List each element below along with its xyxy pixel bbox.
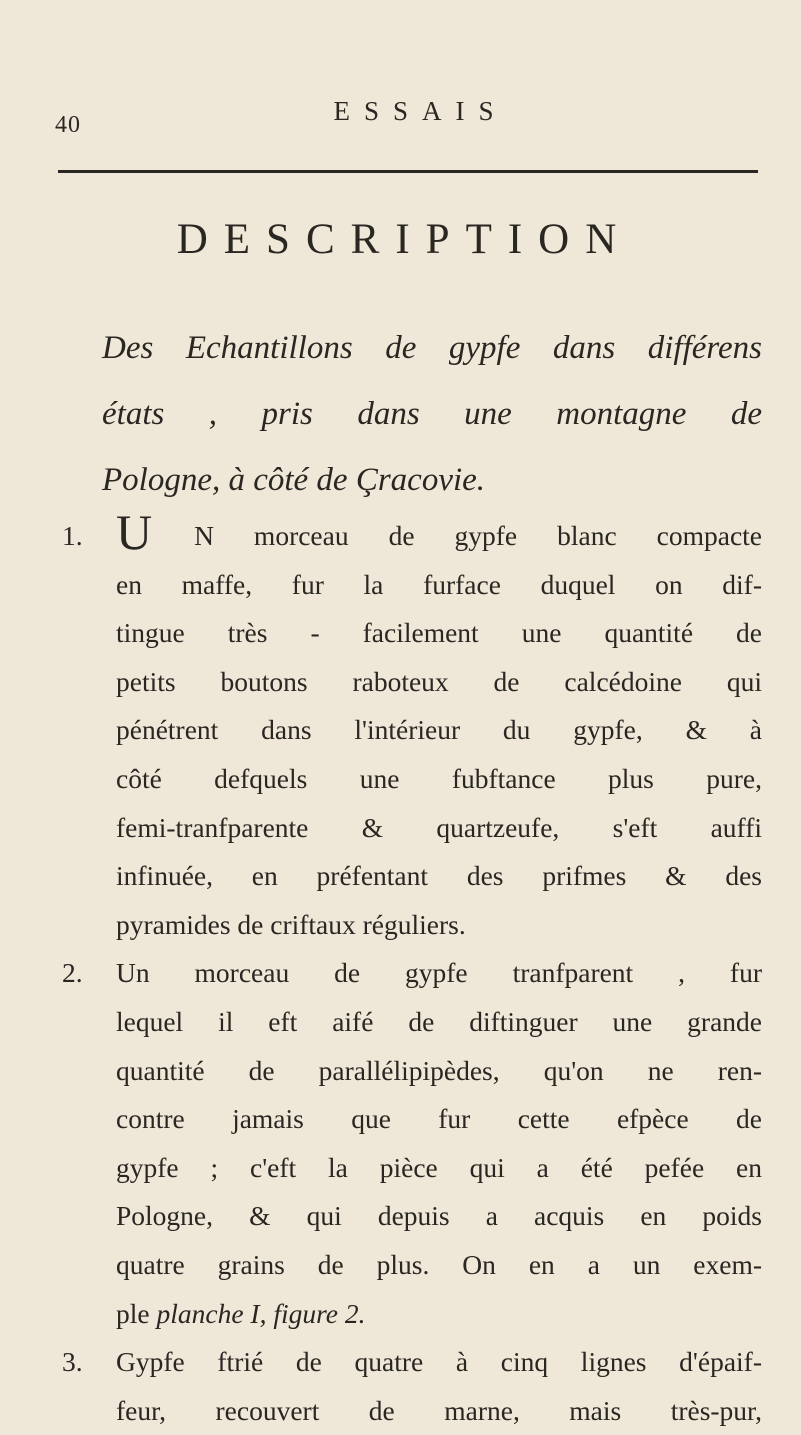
item-number: 3. [62,1346,83,1378]
paragraph-line: petits boutons raboteux de calcédoine qui [116,665,762,697]
paragraph-line: pénétrent dans l'intérieur du gypfe, & à [116,714,762,746]
item-number: 2. [62,957,83,989]
paragraph-line: en maffe, fur la furface duquel on dif- [116,568,762,600]
page-number: 40 [55,112,81,138]
drop-cap: U [116,504,153,560]
paragraph-line: infinuée, en préfentant des prifmes & des [116,860,762,892]
paragraph-line: quatre grains de plus. On en a un exem- [116,1248,762,1280]
paragraph-line: côté defquels une fubftance plus pure, [116,762,762,794]
subtitle-line: Des Echantillons de gypfe dans différens [102,330,762,366]
paragraph-line: gypfe ; c'eft la pièce qui a été pefée en [116,1151,762,1183]
paragraph-line [62,949,762,998]
subtitle-line: états , pris dans une montagne de [102,396,762,432]
header-rule [58,170,758,173]
paragraph-line [62,1290,762,1339]
paragraph-line: tingue très - facilement une quantité de [116,617,762,649]
line-text: N morceau de gypfe blanc compacte [194,520,762,551]
paragraph-line: quantité de parallélipipèdes, qu'on ne ren- [116,1054,762,1086]
paragraph-line: femi-tranfparente & quartzeufe, s'eft auffi [116,811,762,843]
section-title: DESCRIPTION [176,216,633,263]
paragraph-line: contre jamais que fur cette efpèce de [116,1103,762,1135]
subtitle-line: Pologne, à côté de Çracovie. [102,462,486,498]
paragraph-line: pyramides de criftaux réguliers. [116,908,466,940]
figure-reference: planche I, figure 2. [156,1297,366,1329]
paragraph-line [62,504,762,561]
paragraph-line: Pologne, & qui depuis a acquis en poids [116,1200,762,1232]
paragraph-line [62,1338,762,1387]
subtitle [102,315,762,513]
line-text: Gypfe ftrié de quatre à cinq lignes d'épaif- [116,1346,762,1378]
running-head: ESSAIS [333,96,508,126]
paragraph-line: lequel il eft aifé de diftinguer une grande [116,1005,762,1037]
line-text: ple [116,1297,150,1329]
item-number: 1. [62,520,83,551]
line-text: Un morceau de gypfe tranfparent , fur [116,957,762,989]
paragraph-line: feur, recouvert de marne, mais très-pur, [116,1394,762,1426]
body-text [62,504,762,1435]
